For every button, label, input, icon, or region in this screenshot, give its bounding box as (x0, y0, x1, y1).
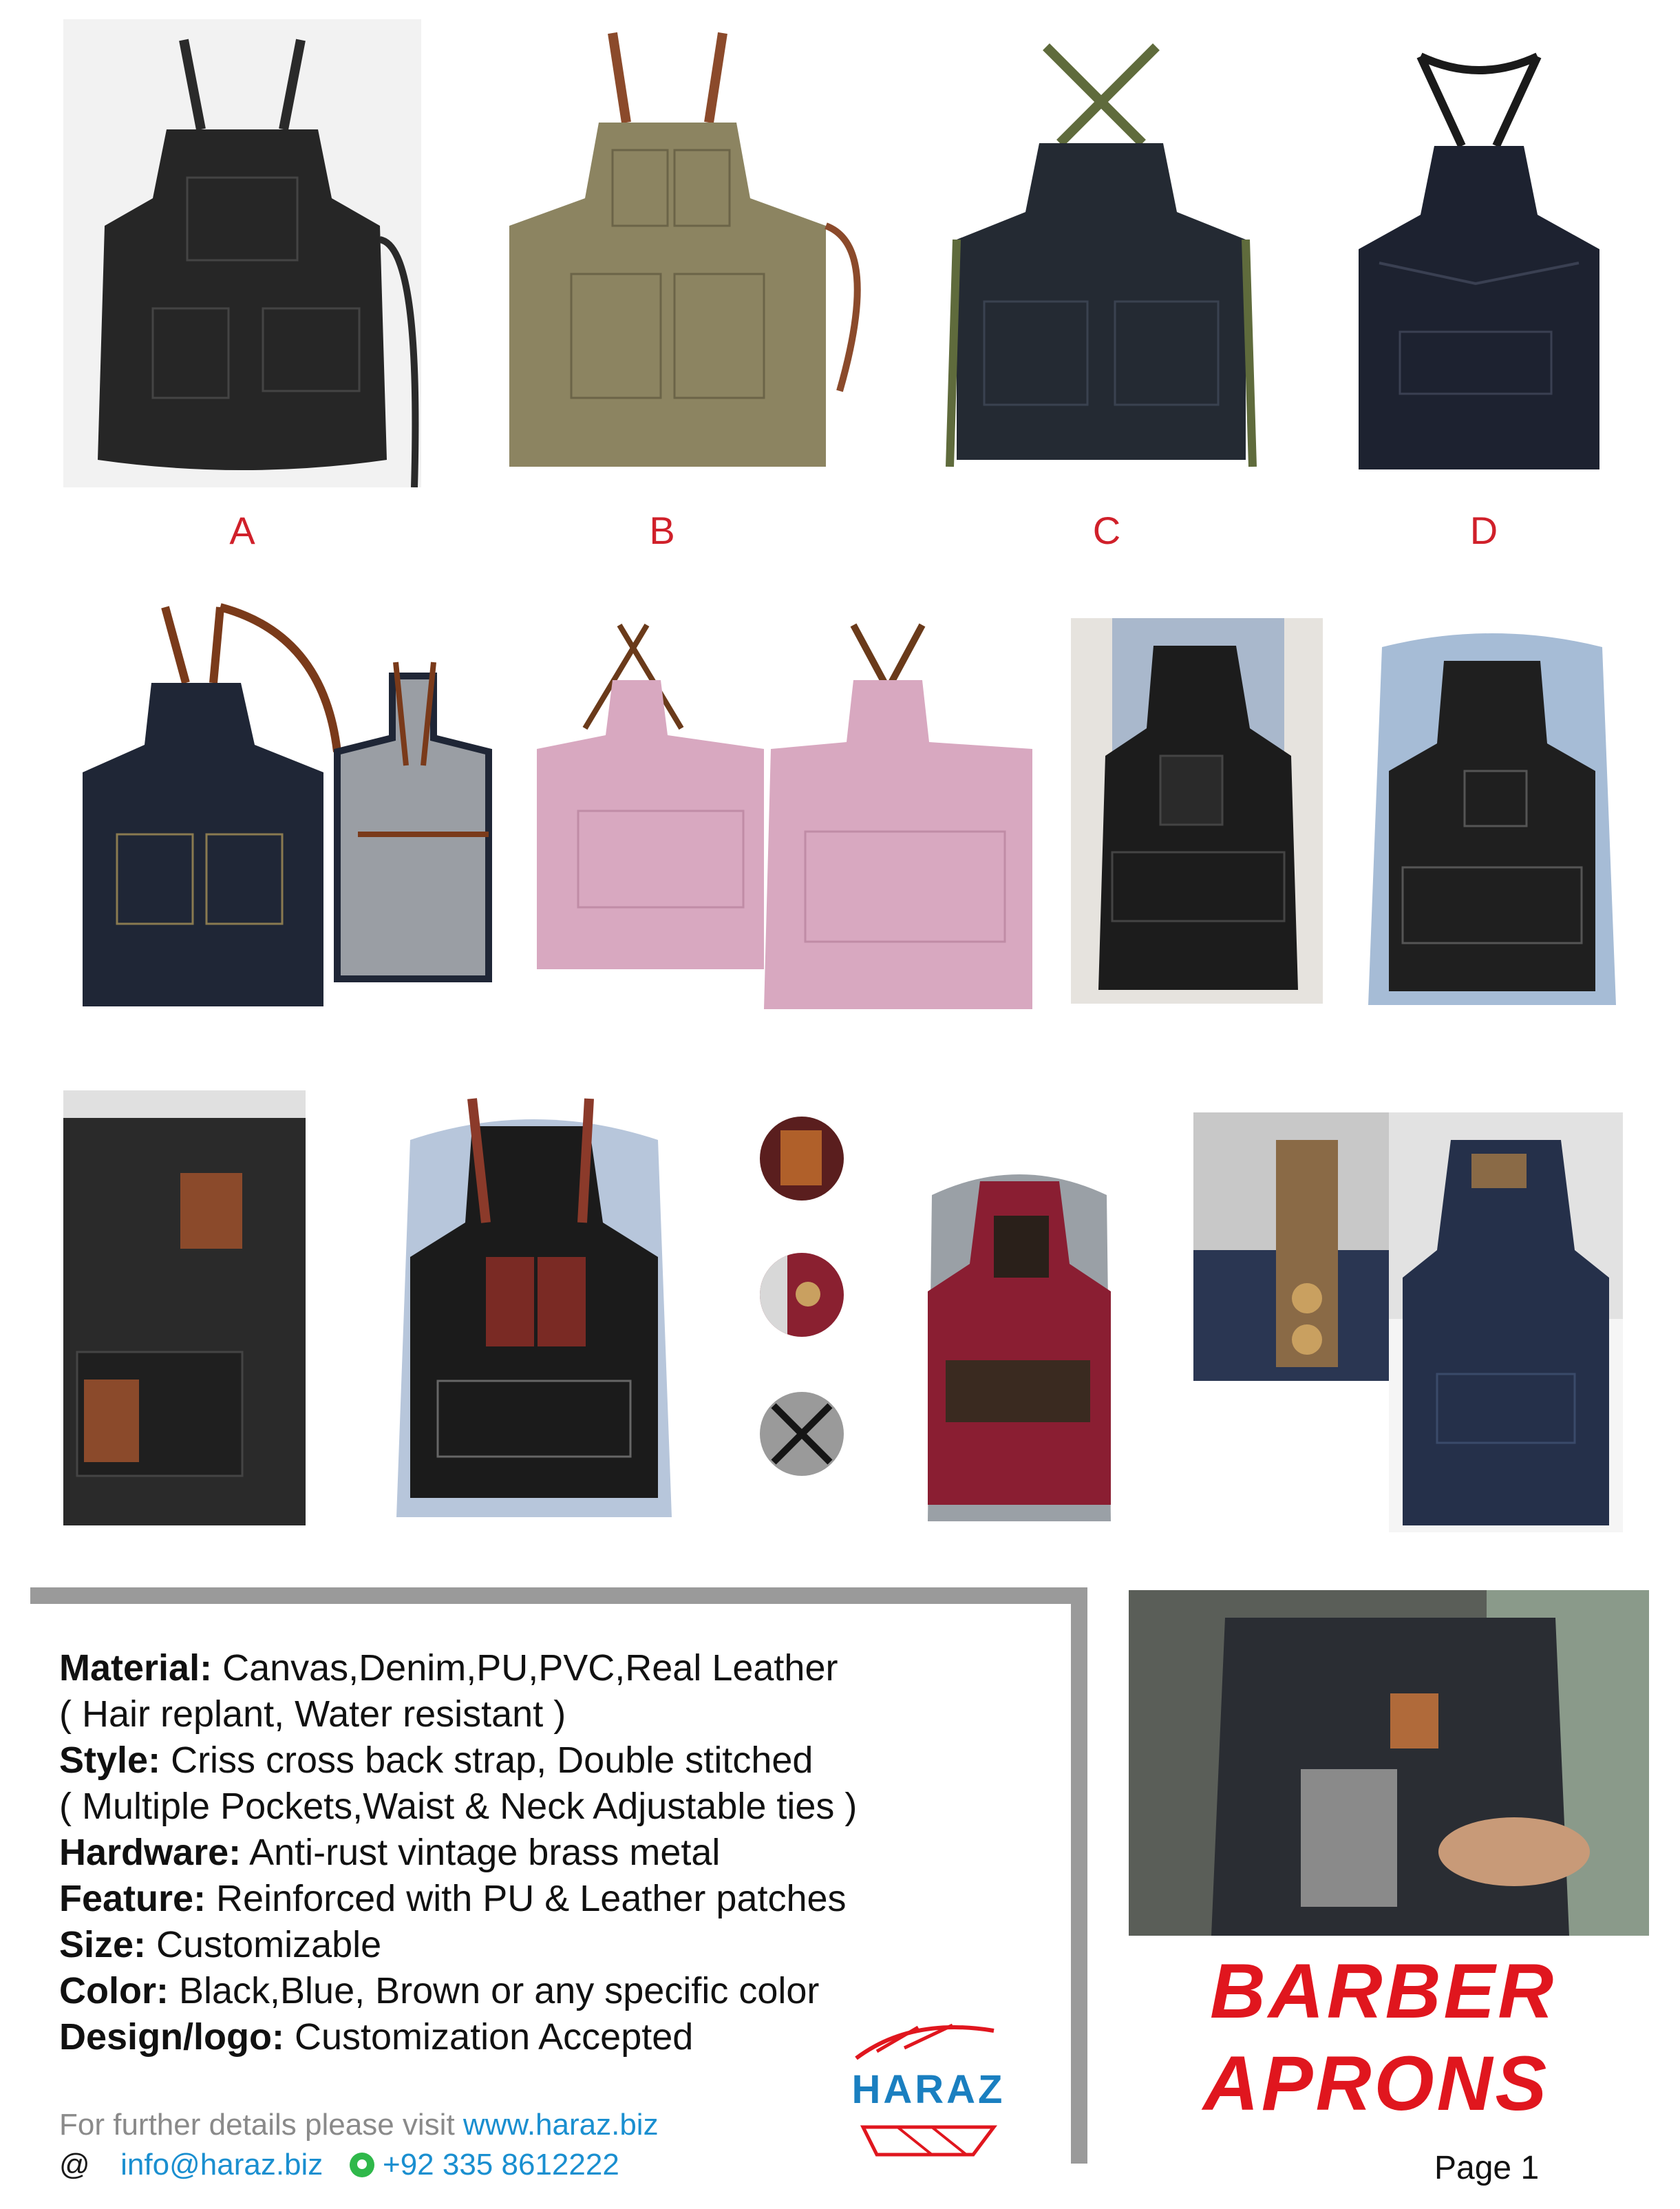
detail-circle-back-straps (760, 1392, 844, 1476)
page-number: Page 1 (1434, 2150, 1540, 2186)
frame-right-bar (1071, 1587, 1087, 2164)
at-icon: @ (59, 2148, 90, 2181)
label-b: B (649, 509, 675, 552)
website-link[interactable]: www.haraz.biz (462, 2108, 659, 2142)
apron-photo-burgundy-man (904, 1085, 1134, 1521)
label-c: C (1092, 509, 1121, 552)
title-barber: BARBER (1210, 1948, 1557, 2034)
apron-photo-denim-man (1389, 1112, 1623, 1532)
apron-photo-lifestyle (1129, 1590, 1649, 1936)
spec-hardware: Hardware: Anti-rust vintage brass metal (59, 1832, 721, 1873)
email-link[interactable]: info@haraz.biz (120, 2148, 323, 2181)
apron-photo-denim-pair (48, 593, 530, 1013)
apron-photo-pink-pair (537, 611, 1032, 1009)
spec-color: Color: Black,Blue, Brown or any specific color (59, 1970, 820, 2011)
label-a: A (229, 509, 255, 552)
apron-photo-leather-man-1 (1071, 618, 1323, 1004)
apron-photo-b (454, 19, 881, 487)
whatsapp-icon (350, 2153, 374, 2177)
haraz-logo (836, 2010, 1021, 2168)
label-d: D (1469, 509, 1498, 552)
apron-photo-red-pocket-man (383, 1085, 685, 1517)
spec-style: Style: Criss cross back strap, Double stitched (59, 1740, 814, 1781)
title-aprons: APRONS (1203, 2040, 1550, 2126)
contact-visit-line: For further details please visit www.haraz.biz (59, 2108, 659, 2142)
apron-photo-a (63, 19, 421, 487)
spec-material-note: ( Hair replant, Water resistant ) (59, 1693, 566, 1735)
spec-size: Size: Customizable (59, 1924, 382, 1965)
spec-design-logo: Design/logo: Customization Accepted (59, 2016, 694, 2058)
spec-material: Material: Canvas,Denim,PU,PVC,Real Leather (59, 1647, 838, 1689)
detail-circle-tools (760, 1117, 844, 1201)
phone-link[interactable]: +92 335 8612222 (383, 2148, 619, 2181)
apron-photo-closeup-pockets (63, 1090, 306, 1525)
apron-photo-denim-buckle-closeup (1193, 1112, 1421, 1381)
frame-top-bar (30, 1587, 1087, 1604)
apron-photo-d (1338, 43, 1620, 483)
spec-feature: Feature: Reinforced with PU & Leather patches (59, 1878, 847, 1919)
spec-style-note: ( Multiple Pockets,Waist & Neck Adjustable ties ) (59, 1786, 858, 1827)
svg-text:HARAZ: HARAZ (851, 2067, 1006, 2112)
detail-circle-grommet (760, 1253, 844, 1337)
apron-photo-c (922, 40, 1280, 480)
apron-photo-leather-man-2 (1354, 606, 1627, 1005)
contact-email-line (59, 2148, 619, 2182)
